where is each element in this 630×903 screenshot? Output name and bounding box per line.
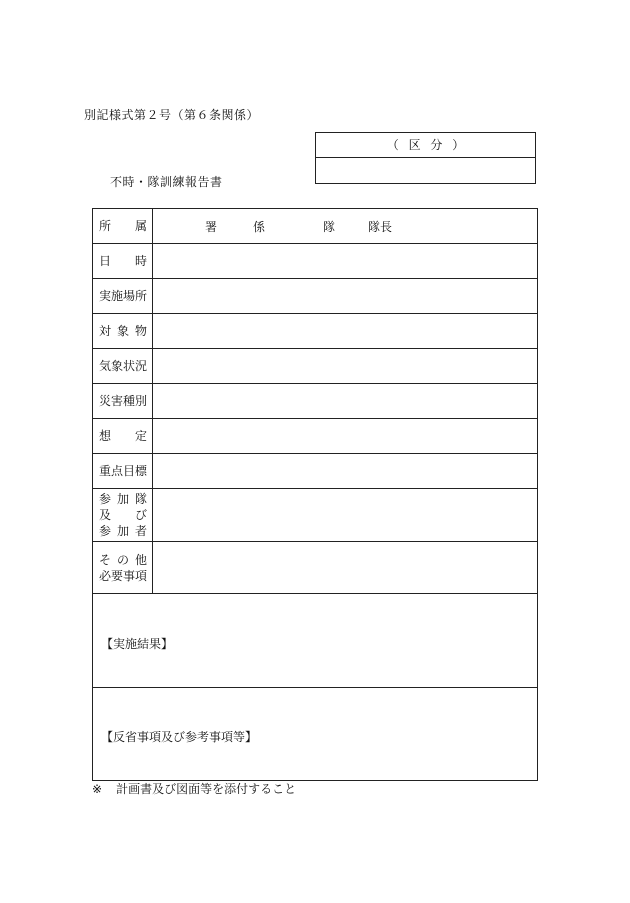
footnote-mark: ※ (92, 782, 103, 796)
date-value[interactable] (153, 244, 538, 279)
assumption-label-char-1: 想 (99, 429, 112, 443)
row-assumption (93, 419, 538, 454)
affiliation-captain: 隊長 (368, 220, 393, 234)
reflection-heading: 【反省事項及び参考事項等】 (101, 730, 258, 744)
row-date (93, 244, 538, 279)
target-label-char-3: 物 (134, 324, 147, 338)
affiliation-label-text (99, 218, 147, 234)
other-char-1: そ (99, 552, 112, 567)
row-participants (93, 489, 538, 542)
affiliation-label (93, 209, 153, 244)
assumption-label (93, 419, 153, 454)
classification-value-field[interactable] (316, 158, 535, 184)
affiliation-label-char-2: 属 (134, 219, 147, 233)
weather-value[interactable] (153, 349, 538, 384)
date-label-char-1: 日 (99, 254, 112, 268)
participants-char-4: 及 (99, 508, 112, 522)
row-weather (93, 349, 538, 384)
target-label-char-2: 象 (116, 324, 129, 338)
row-disaster-type (93, 384, 538, 419)
other-char-2: の (116, 552, 129, 567)
participants-char-5: び (134, 508, 147, 522)
participants-char-8: 者 (134, 524, 147, 538)
row-results (93, 594, 538, 688)
assumption-value[interactable] (153, 419, 538, 454)
results-heading: 【実施結果】 (101, 636, 174, 651)
form-number: 別記様式第２号（第６条関係） (84, 108, 260, 122)
target-label-char-1: 対 (99, 324, 112, 338)
reflection-section[interactable] (93, 688, 538, 781)
other-label (93, 542, 153, 594)
affiliation-value[interactable] (153, 209, 538, 244)
key-goal-value[interactable] (153, 454, 538, 489)
target-label (93, 314, 153, 349)
target-value[interactable] (153, 314, 538, 349)
affiliation-station: 署 (205, 220, 218, 234)
weather-label: 気象状況 (93, 349, 153, 384)
results-section[interactable] (93, 594, 538, 688)
participants-value[interactable] (153, 489, 538, 542)
participants-char-1: 参 (99, 492, 112, 506)
date-label (93, 244, 153, 279)
classification-box (315, 132, 536, 184)
report-title: 不時・隊訓練報告書 (110, 175, 223, 189)
participants-char-2: 加 (116, 492, 129, 506)
affiliation-label-char-1: 所 (99, 219, 112, 233)
report-table (92, 208, 538, 781)
date-label-char-2: 時 (134, 254, 147, 268)
participants-char-7: 加 (116, 524, 129, 538)
disaster-type-label: 災害種別 (93, 384, 153, 419)
row-other (93, 542, 538, 594)
other-value[interactable] (153, 542, 538, 594)
affiliation-unit: 隊 (323, 220, 336, 234)
row-key-goal (93, 454, 538, 489)
row-target (93, 314, 538, 349)
assumption-label-char-2: 定 (134, 429, 147, 443)
footnote-text: 計画書及び図面等を添付すること (116, 782, 297, 796)
participants-char-6: 参 (99, 524, 112, 538)
classification-header: （ 区 分 ） (316, 133, 535, 158)
other-line-2: 必要事項 (99, 568, 148, 583)
footnote (92, 780, 296, 797)
row-place (93, 279, 538, 314)
participants-char-3: 隊 (134, 492, 147, 506)
place-label: 実施場所 (93, 279, 153, 314)
key-goal-label: 重点目標 (93, 454, 153, 489)
other-char-3: 他 (134, 552, 147, 567)
place-value[interactable] (153, 279, 538, 314)
row-reflection (93, 688, 538, 781)
participants-label (93, 489, 153, 542)
disaster-type-value[interactable] (153, 384, 538, 419)
affiliation-section: 係 (253, 220, 266, 234)
affiliation-row (93, 209, 538, 244)
